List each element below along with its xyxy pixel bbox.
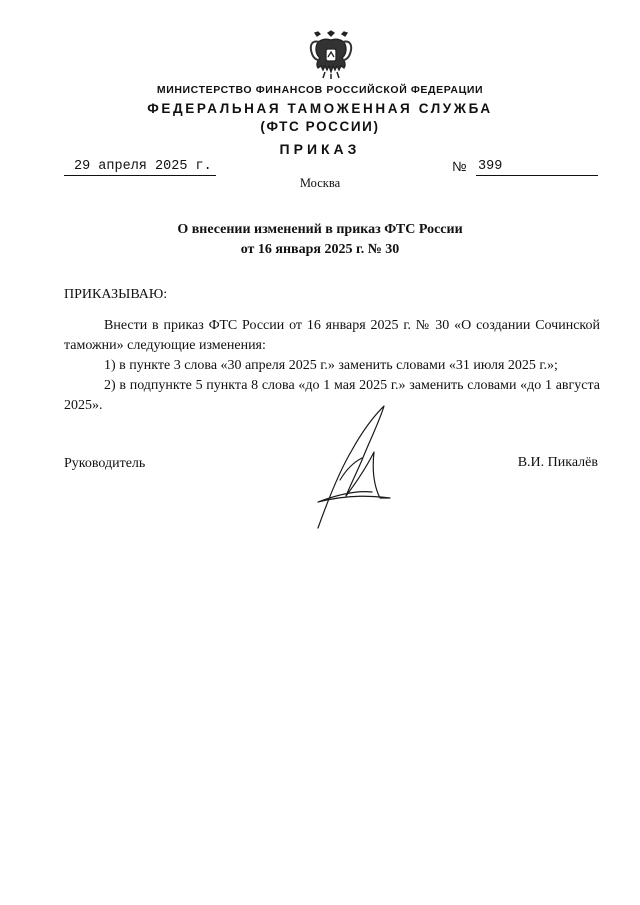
amendment-item-1: 1) в пункте 3 слова «30 апреля 2025 г.» заменить словами «31 июля 2025 г.»; bbox=[104, 358, 558, 373]
subject-line-1: О внесении изменений в приказ ФТС России bbox=[177, 222, 463, 237]
paragraph-intro: Внести в приказ ФТС России от 16 января 2025 г. № 30 «О создании Сочинской таможни» следующие изменения: bbox=[64, 318, 600, 353]
order-subject bbox=[0, 220, 640, 260]
order-number-line bbox=[476, 159, 598, 176]
amendment-item-2: 2) в подпункте 5 пункта 8 слова «до 1 мая 2025 г.» заменить словами «до 1 августа 2025». bbox=[64, 378, 600, 413]
signer-name: В.И. Пикалёв bbox=[517, 455, 598, 470]
service-name: ФЕДЕРАЛЬНАЯ ТАМОЖЕННАЯ СЛУЖБА bbox=[147, 101, 493, 116]
order-date: 29 апреля 2025 г. bbox=[64, 159, 216, 176]
number-sign: № bbox=[452, 159, 467, 174]
signer-title: Руководитель bbox=[64, 456, 146, 471]
document-type: ПРИКАЗ bbox=[279, 141, 361, 157]
double-headed-eagle-icon bbox=[307, 30, 355, 80]
city: Москва bbox=[299, 176, 341, 190]
order-number: 399 bbox=[478, 159, 503, 174]
service-abbreviation: (ФТС РОССИИ) bbox=[260, 119, 380, 134]
ministry-name: МИНИСТЕРСТВО ФИНАНСОВ РОССИЙСКОЙ ФЕДЕРАЦИИ bbox=[156, 84, 484, 96]
order-directive: ПРИКАЗЫВАЮ: bbox=[64, 287, 168, 302]
handwritten-signature bbox=[310, 400, 400, 532]
subject-line-2: от 16 января 2025 г. № 30 bbox=[240, 242, 400, 257]
